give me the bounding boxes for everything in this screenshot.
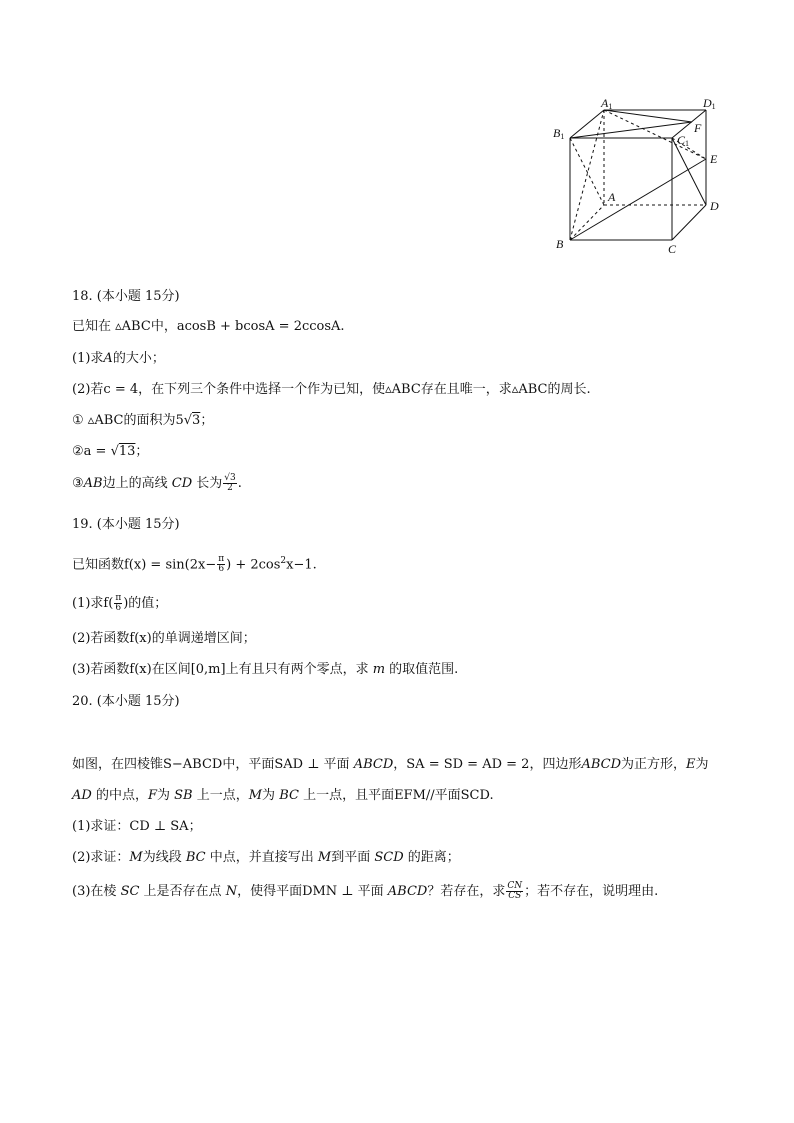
label-a1: A1 (601, 96, 613, 111)
q18-heading: 18. (本小题 15分) (72, 289, 180, 304)
edge-b1-f (570, 122, 692, 138)
q20-stem-line2: AD 的中点，F为 SB 上一点，M为 BC 上一点，且平面EFM//平面SCD. (72, 788, 494, 803)
q20-part2: (2)求证：M为线段 BC 中点，并直接写出 M到平面 SCD 的距离； (72, 850, 460, 865)
q20-stem-line1: 如图，在四棱锥S−ABCD中，平面SAD ⊥ 平面 ABCD，SA = SD = AD = 2，四边形ABCD为正方形，E为 (72, 757, 709, 772)
q18-condition-2: ②a = √13； (72, 444, 149, 459)
q20-part3: (3)在棱 SC 上是否存在点 N，使得平面DMN ⊥ 平面 ABCD？若存在，求 $\frac{CN}{CS}$ ；若不存在，说明理由. (72, 881, 659, 901)
q19-heading: 19. (本小题 15分) (72, 517, 180, 532)
label-c1: C1 (677, 133, 690, 148)
edge-c-d (672, 205, 706, 240)
triangle-icon: ▵ (385, 382, 392, 397)
q19-stem: 已知函数f(x) = sin(2x− $\frac{\pi}{6}$ ) + $2\cos^2x-1$. (72, 554, 317, 575)
label-c: C (668, 242, 677, 256)
q20-heading: 20. (本小题 15分) (72, 694, 180, 709)
label-f: F (694, 121, 702, 135)
fraction: $\frac{\pi}{6}$ (115, 593, 122, 613)
fraction: $\frac{√3}{2}$ (224, 473, 236, 493)
q18-part2: (2)若c = 4，在下列三个条件中选择一个作为已知，使▵ABC存在且唯一，求▵ABC的周长. (72, 382, 591, 397)
label-e: E (710, 152, 718, 166)
q18-part1: (1)求A的大小； (72, 351, 165, 366)
triangle-icon: ▵ (87, 413, 95, 428)
sqrt-icon: √ (110, 444, 119, 459)
q19-part1: (1)求f( $\frac{\pi}{6}$ )的值； (72, 593, 168, 613)
sqrt-icon: √ (183, 413, 193, 428)
label-b1: B1 (553, 126, 565, 141)
edge-b-a1 (570, 110, 604, 240)
q19-part3: (3)若函数f(x)在区间[0,m]上有且只有两个零点，求 m 的取值范围. (72, 662, 459, 677)
q18-condition-1: ① ▵ABC的面积为5√3； (72, 413, 214, 428)
edge-a-b1 (570, 138, 604, 205)
q20-part1: (1)求证：CD ⊥ SA； (72, 819, 202, 834)
label-d: D (710, 199, 719, 213)
fraction: $\frac{CN}{CS}$ (507, 881, 523, 901)
cube-figure (548, 92, 738, 260)
q18-stem: 已知在 ▵ABC中，acosB + bcosA = 2ccosA. (72, 319, 345, 334)
fraction: $\frac{\pi}{6}$ (218, 554, 225, 575)
q19-part2: (2)若函数f(x)的单调递增区间； (72, 631, 256, 646)
label-b: B (556, 237, 564, 251)
q18-condition-3: ③AB边上的高线 CD 长为 $\frac{√3}{2}$ . (72, 473, 242, 493)
label-a: A (608, 190, 616, 204)
triangle-icon: ▵ (511, 382, 519, 397)
triangle-icon: ▵ (115, 319, 122, 334)
label-d1: D1 (703, 96, 716, 111)
edge-b-e (570, 159, 706, 240)
